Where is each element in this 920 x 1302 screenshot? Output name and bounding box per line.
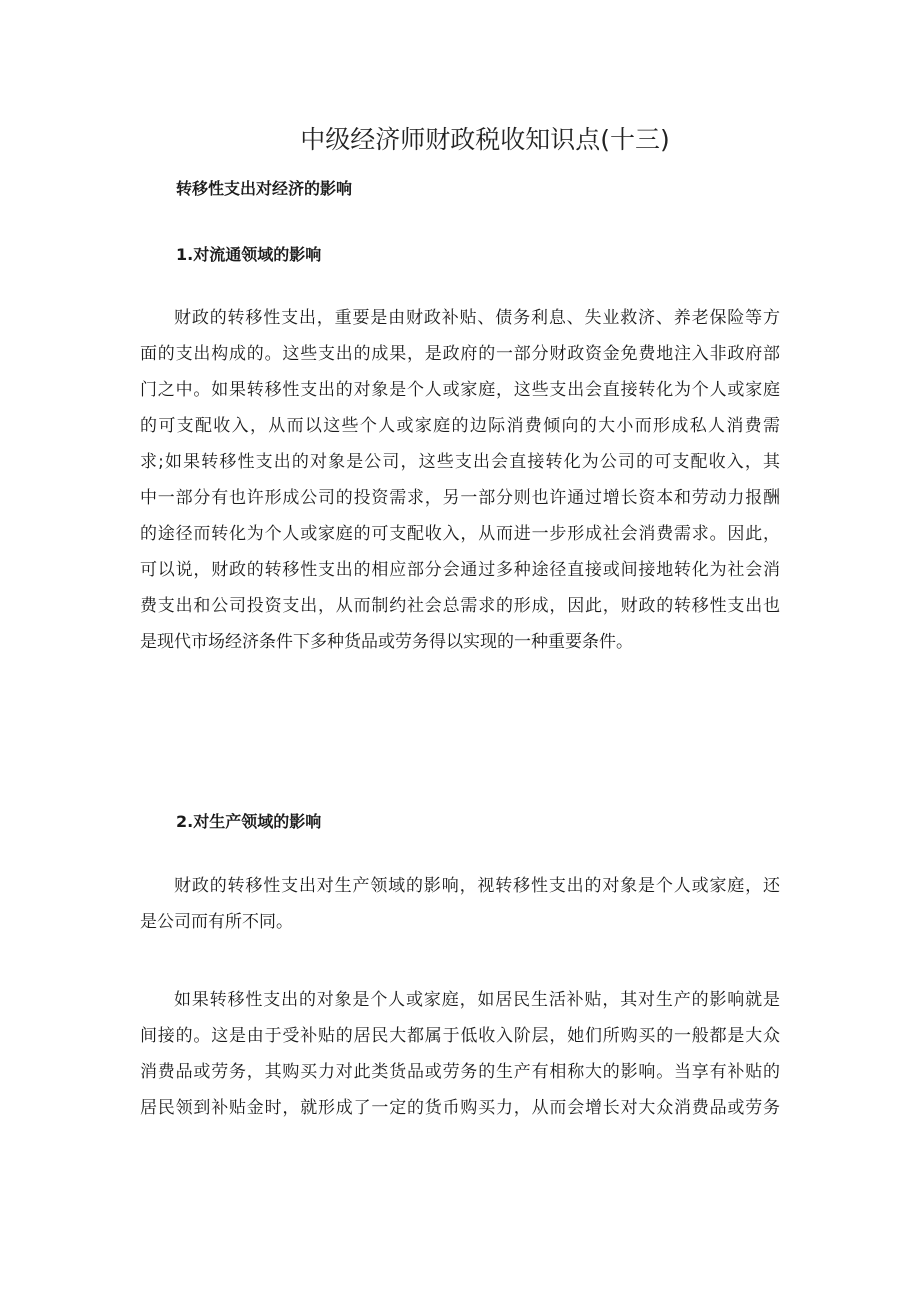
document-subtitle: 转移性支出对经济的影响 <box>176 179 353 198</box>
paragraph-line: 可以说，财政的转移性支出的相应部分会通过多种途径直接或间接地转化为社会消 <box>140 560 780 580</box>
section-heading-2: 2.对生产领域的影响 <box>176 812 322 831</box>
section-heading-1: 1.对流通领域的影响 <box>176 245 322 264</box>
paragraph-line: 求;如果转移性支出的对象是公司，这些支出会直接转化为公司的可支配收入，其 <box>140 452 780 472</box>
section-1-paragraph-1 <box>140 300 780 660</box>
paragraph-line: 财政的转移性支出，重要是由财政补贴、债务利息、失业救济、养老保险等方 <box>174 308 780 328</box>
paragraph-line: 消费品或劳务，其购买力对此类货品或劳务的生产有相称大的影响。当享有补贴的 <box>140 1062 780 1082</box>
section-2-paragraph-1 <box>140 868 780 940</box>
paragraph-line: 的可支配收入，从而以这些个人或家庭的边际消费倾向的大小而形成私人消费需 <box>140 416 780 436</box>
paragraph-line: 间接的。这是由于受补贴的居民大都属于低收入阶层，她们所购买的一般都是大众 <box>140 1026 780 1046</box>
paragraph-line: 是现代市场经济条件下多种货品或劳务得以实现的一种重要条件。 <box>140 632 633 652</box>
paragraph-line: 中一部分有也许形成公司的投资需求，另一部分则也许通过增长资本和劳动力报酬 <box>140 488 780 508</box>
paragraph-line: 财政的转移性支出对生产领域的影响，视转移性支出的对象是个人或家庭，还 <box>174 876 780 896</box>
paragraph-line: 面的支出构成的。这些支出的成果，是政府的一部分财政资金免费地注入非政府部 <box>140 344 780 364</box>
paragraph-line: 是公司而有所不同。 <box>140 912 293 932</box>
document-title: 中级经济师财政税收知识点(十三) <box>300 125 670 154</box>
paragraph-line: 的途径而转化为个人或家庭的可支配收入，从而进一步形成社会消费需求。因此， <box>140 524 780 544</box>
paragraph-line: 费支出和公司投资支出，从而制约社会总需求的形成，因此，财政的转移性支出也 <box>140 596 780 616</box>
paragraph-line: 如果转移性支出的对象是个人或家庭，如居民生活补贴，其对生产的影响就是 <box>174 990 780 1010</box>
paragraph-line: 门之中。如果转移性支出的对象是个人或家庭，这些支出会直接转化为个人或家庭 <box>140 380 780 400</box>
paragraph-line: 居民领到补贴金时，就形成了一定的货币购买力，从而会增长对大众消费品或劳务 <box>140 1098 780 1118</box>
section-2-paragraph-2 <box>140 982 780 1126</box>
